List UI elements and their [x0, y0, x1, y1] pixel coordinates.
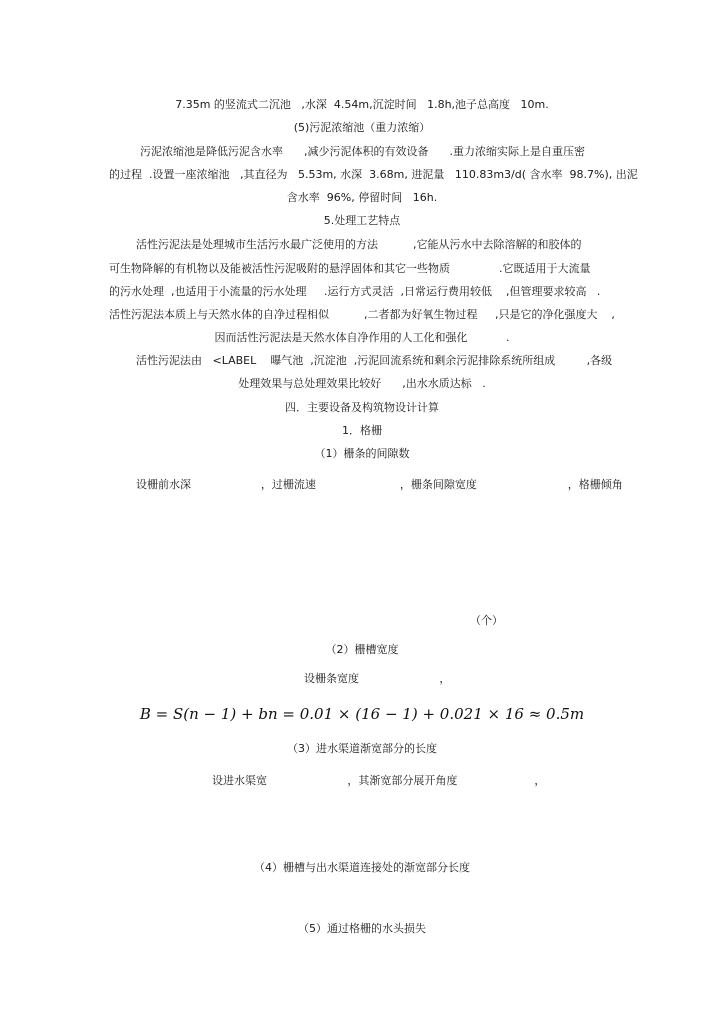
- paragraph-thickener-line1: 污泥浓缩池是降低污泥含水率 ,减少污泥体积的有效设备 .重力浓缩实际上是自重压密: [140, 145, 585, 158]
- heading-sludge-thickener: (5)污泥浓缩池（重力浓缩）: [293, 121, 431, 134]
- count-unit: （个）: [470, 614, 503, 627]
- paragraph-activated-sludge-line4: 活性污泥法本质上与天然水体的自净过程相似 ,二者都为好氧生物过程 ,只是它的净化强度大 ,: [109, 308, 615, 321]
- paragraph-system-line2: 处理效果与总处理效果比较好 ,出水水质达标 .: [238, 377, 486, 390]
- width-formula: B = S(n − 1) + bn = 0.01 × (16 − 1) + 0.021 × 16 ≈ 0.5m: [139, 705, 585, 723]
- heading-grille: 1．格栅: [342, 424, 382, 437]
- heading-inlet-transition: （3）进水渠道渐宽部分的长度: [287, 742, 437, 755]
- heading-bar-gap-count: （1）栅条的间隙数: [314, 447, 410, 460]
- heading-channel-width: （2）栅槽宽度: [325, 643, 399, 656]
- paragraph-thickener-line2: 的过程 .设置一座浓缩池 ,其直径为 5.53m, 水深 3.68m, 进泥量 110.83m3/d( 含水率 98.7%), 出泥: [109, 168, 638, 181]
- heading-head-loss: （5）通过格栅的水头损失: [298, 922, 426, 935]
- heading-outlet-transition: （4）栅槽与出水渠道连接处的渐宽部分长度: [254, 861, 470, 874]
- paragraph-activated-sludge-line2: 可生物降解的有机物以及能被活性污泥吸附的悬浮固体和其它一些物质 .它既适用于大流量: [109, 262, 591, 275]
- paragraph-activated-sludge-line5: 因而活性污泥法是天然水体自净作用的人工化和强化 .: [214, 331, 510, 344]
- heading-section-four: 四．主要设备及构筑物设计计算: [285, 401, 439, 414]
- paragraph-inlet-channel: 设进水渠宽 ，其渐宽部分展开角度 ，: [212, 774, 546, 787]
- paragraph-settling-tank: 7.35m 的竖流式二沉池 ,水深 4.54m,沉淀时间 1.8h,池子总高度 10m.: [175, 98, 549, 111]
- heading-process-features: 5.处理工艺特点: [323, 214, 401, 227]
- paragraph-thickener-line3: 含水率 96%, 停留时间 16h.: [286, 191, 438, 204]
- paragraph-grille-parameters: 设栅前水深 ，过栅流速 ，栅条间隙宽度 ，格栅倾角: [136, 478, 623, 491]
- paragraph-activated-sludge-line1: 活性污泥法是处理城市生活污水最广泛使用的方法 ,它能从污水中去除溶解的和胶体的: [136, 238, 582, 251]
- paragraph-system-line1: 活性污泥法由 <LABEL 曝气池 ,沉淀池 ,污泥回流系统和剩余污泥排除系统所组成 ,各级: [136, 354, 613, 367]
- paragraph-bar-width: 设栅条宽度 ，: [304, 672, 451, 685]
- paragraph-activated-sludge-line3: 的污水处理 ,也适用于小流量的污水处理 .运行方式灵活 ,日常运行费用较低 ,但管理要求较高 .: [109, 285, 601, 298]
